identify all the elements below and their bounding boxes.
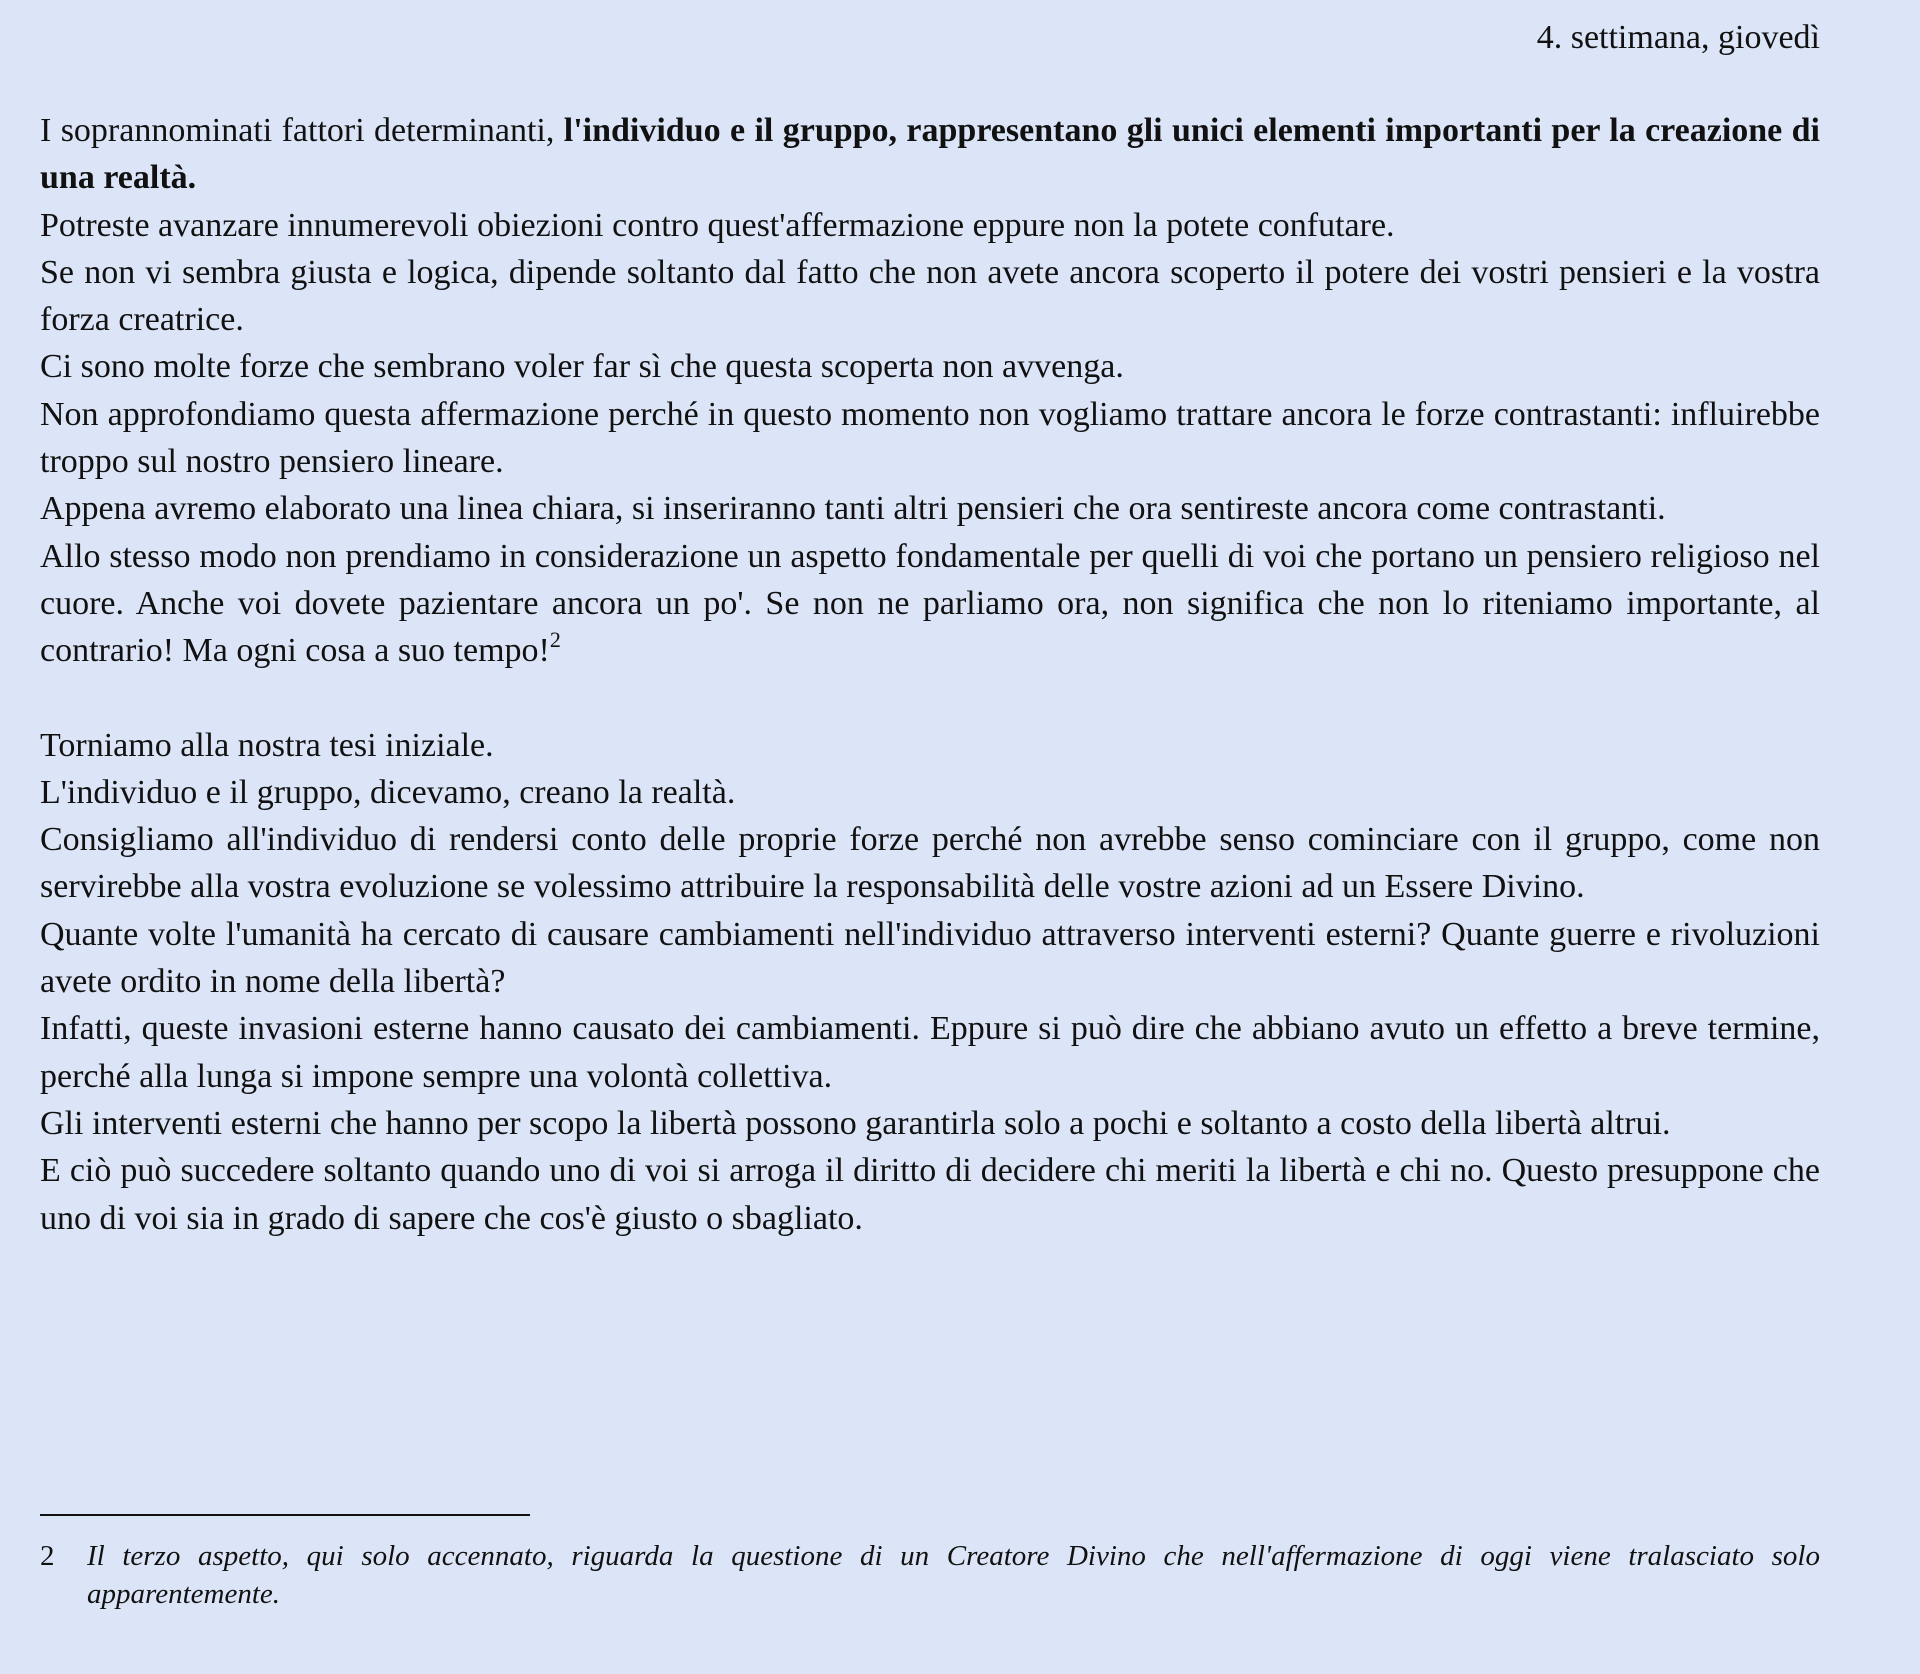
footnote (40, 1537, 1820, 1613)
footnote-number: 2 (40, 1540, 55, 1572)
page-header (1537, 14, 1820, 62)
paragraph-13: Gli interventi esterni che hanno per scopo la libertà possono garantirla solo a pochi e soltanto a costo della libertà altrui. (40, 1104, 1671, 1142)
paragraph-7-text: Allo stesso modo non prendiamo in considerazione un aspetto fondamentale per quelli di voi che portano un pensiero religioso nel cuore. Anche voi dovete pazientare ancora un po'. Se non ne parliamo ora, non significa che non lo riteniamo importante, al contrario! Ma ogni cosa a suo tempo! (40, 537, 1820, 670)
footnote-divider (40, 1514, 530, 1516)
paragraph-4: Ci sono molte forze che sembrano voler far sì che questa scoperta non avvenga. (40, 348, 1124, 386)
paragraph-10: Consigliamo all'individuo di rendersi conto delle proprie forze perché non avrebbe senso cominciare con il gruppo, come non servirebbe alla vostra evoluzione se volessimo attribuire la responsabilità delle vostre azioni ad un Essere Divino. (40, 821, 1820, 906)
footnote-reference[interactable]: 2 (549, 627, 561, 653)
paragraph-14: E ciò può succedere soltanto quando uno di voi si arroga il diritto di decidere chi meriti la libertà e chi no. Questo presuppone che uno di voi sia in grado di sapere che cos'è giusto o sbagliato. (40, 1152, 1820, 1237)
paragraph-12: Infatti, queste invasioni esterne hanno causato dei cambiamenti. Eppure si può dire che abbiano avuto un effetto a breve termine, perché alla lunga si impone sempre una volontà collettiva. (40, 1010, 1820, 1095)
paragraph-9: L'individuo e il gruppo, dicevamo, creano la realtà. (40, 773, 736, 811)
paragraph-6: Appena avremo elaborato una linea chiara, si inseriranno tanti altri pensieri che ora sentireste ancora come contrastanti. (40, 490, 1666, 528)
paragraph-1 (40, 107, 1820, 202)
main-text (40, 107, 1820, 1242)
header-title: 4. settimana, giovedì (1536, 19, 1820, 56)
paragraph-intro: I soprannominati fattori determinanti, (40, 112, 564, 149)
paragraph-2: Potreste avanzare innumerevoli obiezioni contro quest'affermazione eppure non la potete confutare. (40, 206, 1395, 244)
paragraph-3: Se non vi sembra giusta e logica, dipende soltanto dal fatto che non avete ancora scoperto il potere dei vostri pensieri e la vostra forza creatrice. (40, 253, 1820, 339)
paragraph-11: Quante volte l'umanità ha cercato di causare cambiamenti nell'individuo attraverso interventi esterni? Quante guerre e rivoluzioni avete ordito in nome della libertà? (40, 915, 1820, 1001)
footnote-text: Il terzo aspetto, qui solo accennato, riguarda la questione di un Creatore Divino che nell'affermazione di oggi viene tralasciato solo apparentemente. (87, 1540, 1820, 1610)
paragraph-bold-statement: l'individuo e il gruppo, rappresentano gli unici elementi importanti per la creazione di una realtà. (40, 112, 1821, 197)
paragraph-8: Torniamo alla nostra tesi iniziale. (40, 726, 494, 764)
paragraph-5: Non approfondiamo questa affermazione perché in questo momento non vogliamo trattare ancora le forze contrastanti: influirebbe troppo sul nostro pensiero lineare. (40, 395, 1820, 481)
paragraph-7 (40, 533, 1820, 675)
